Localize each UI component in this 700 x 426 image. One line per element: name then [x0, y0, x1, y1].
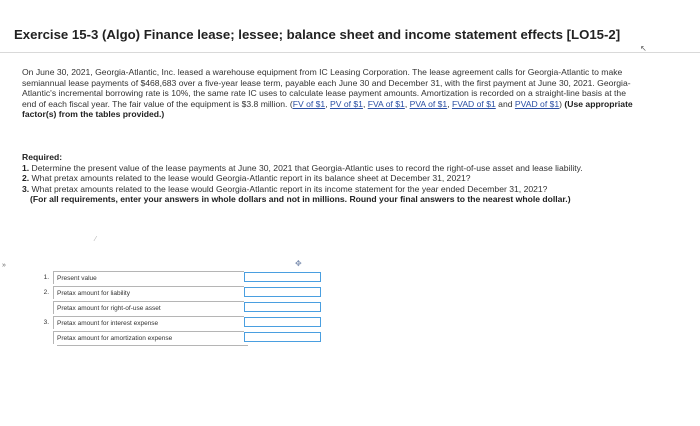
table-row	[37, 286, 325, 299]
requirements-section	[22, 152, 642, 205]
link-pva-of-1[interactable]: PVA of $1	[409, 98, 448, 109]
pen-tick: ⁄	[95, 236, 97, 243]
cursor-icon: ↖	[640, 44, 647, 53]
row-number: 1.	[43, 274, 49, 281]
present-value-input[interactable]	[244, 272, 321, 282]
header-divider	[0, 52, 700, 53]
link-pv-of-1[interactable]: PV of $1	[329, 98, 363, 109]
link-fva-of-1[interactable]: FVA of $1	[367, 98, 405, 109]
requirement-1: 1. Determine the present value of the lease payments at June 30, 2021 that Georgia-Atlantic uses to record the right-of-use asset and lease liability.	[22, 162, 583, 173]
table-row	[37, 271, 325, 284]
right-of-use-asset-input[interactable]	[244, 302, 321, 312]
table-bottom-border	[57, 345, 248, 346]
row-number: 2.	[43, 289, 49, 296]
table-row	[37, 316, 325, 329]
table-row	[37, 301, 325, 314]
interest-expense-input[interactable]	[244, 317, 321, 327]
edge-marker: »	[2, 262, 6, 269]
requirements-heading: Required:	[22, 152, 63, 162]
row-number: 3.	[43, 319, 49, 326]
row-number	[37, 331, 53, 344]
link-fv-of-1[interactable]: FV of $1	[292, 98, 326, 109]
row-number	[37, 301, 53, 314]
answer-table	[37, 261, 325, 345]
liability-input[interactable]	[244, 287, 321, 297]
amortization-expense-input[interactable]	[244, 332, 321, 342]
requirement-3: 3. What pretax amounts related to the lease would Georgia-Atlantic report in its income statement for the year ended December 31, 2021?	[22, 183, 548, 194]
link-pvad-of-1[interactable]: PVAD of $1	[514, 98, 560, 109]
intro-text: On June 30, 2021, Georgia-Atlantic, Inc. leased a warehouse equipment from IC Leasing Corporation. The lease agreement calls for Georgia-Atlantic to make semiannual lease payments of $468,683 over a five-year lease term, payable each June 30 and December 31, with the first payment at June 30, 2021. Georgia-Atlantic's incremental borrowing rate is 10%, the same rate IC uses to calculate lease payment amounts. Amortization is recorded on a straight-line basis at the end of each fiscal year. The fair value of the equipment is $3.8 million. (	[22, 67, 631, 109]
link-fvad-of-1[interactable]: FVAD of $1	[451, 98, 496, 109]
row-label: Pretax amount for interest expense	[53, 316, 244, 329]
rounding-instruction: (For all requirements, enter your answers in whole dollars and not in millions. Round your final answers to the nearest whole dollar.)	[30, 194, 571, 205]
factor-note: (Use appropriate factor(s) from the tables provided.)	[22, 98, 633, 120]
column-resize-icon[interactable]: ✥	[295, 259, 302, 268]
row-label: Pretax amount for liability	[53, 286, 244, 299]
row-label: Pretax amount for amortization expense	[53, 331, 244, 344]
problem-statement: On June 30, 2021, Georgia-Atlantic, Inc. leased a warehouse equipment from IC Leasing Corporation. The lease agreement calls for Georgia-Atlantic to make semiannual lease payments of $468,683 over a five-year lease term, payable each June 30 and December 31, with the first payment at June 30, 2021. Georgia-Atlantic's incremental borrowing rate is 10%, the same rate IC uses to calculate lease payment amounts. Amortization is recorded on a straight-line basis at the end of each fiscal year. The fair value of the equipment is $3.8 million. (FV of $1, PV of $1, FVA of $1, PVA of $1, FVAD of $1 and PVAD of $1) (Use appropriate factor(s) from the tables provided.)	[22, 67, 633, 120]
row-label: Pretax amount for right-of-use asset	[53, 301, 244, 314]
row-label: Present value	[53, 271, 244, 284]
table-header	[37, 261, 325, 271]
table-row	[37, 331, 325, 344]
requirement-2: 2. What pretax amounts related to the lease would Georgia-Atlantic report in its balance sheet at December 31, 2021?	[22, 173, 471, 184]
page-title: Exercise 15-3 (Algo) Finance lease; lessee; balance sheet and income statement effects [LO15-2]	[14, 27, 621, 42]
